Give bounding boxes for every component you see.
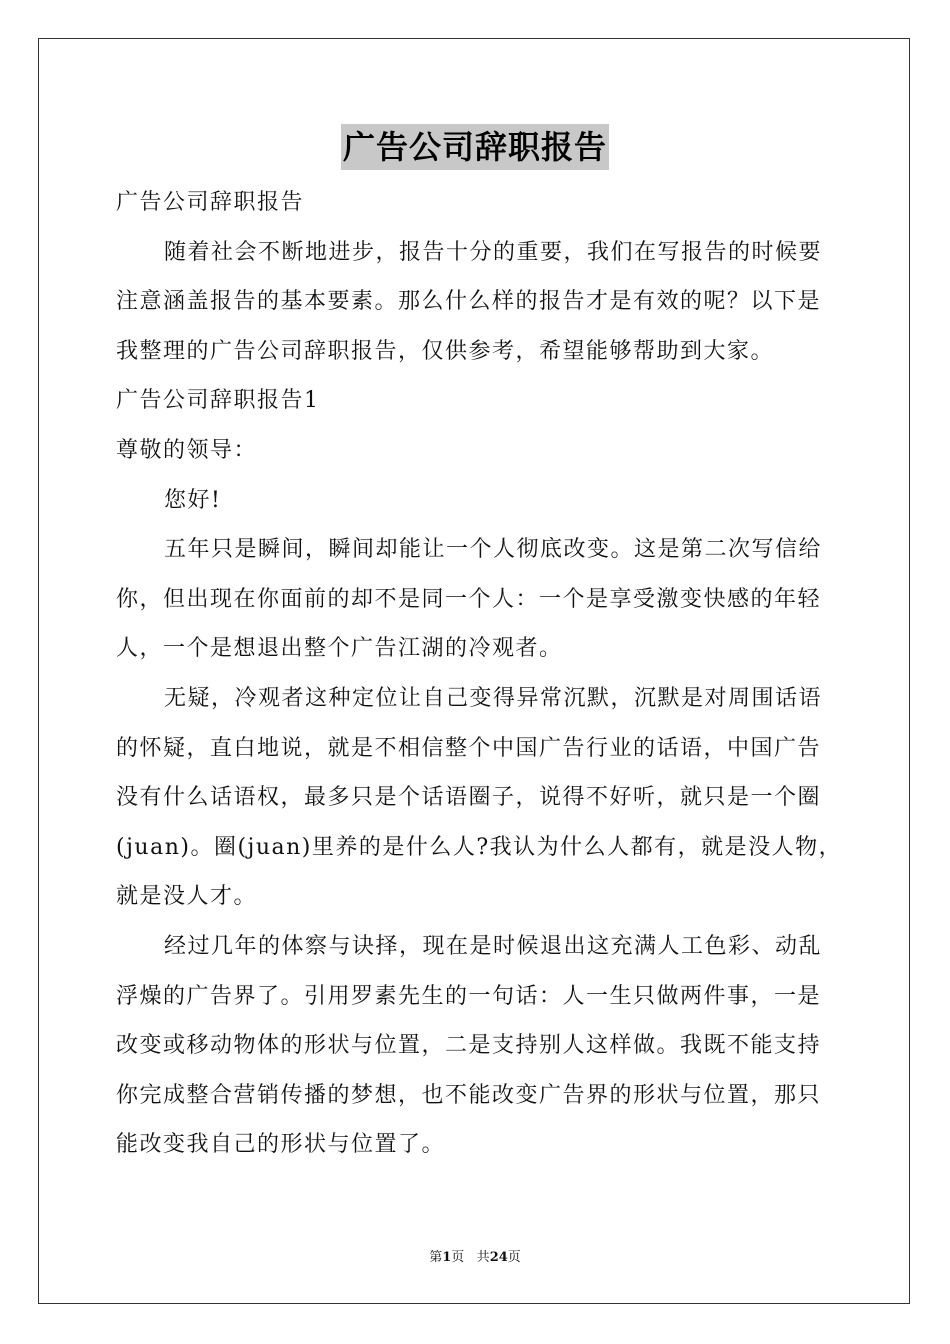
text-line: (juan)。圈(juan)里养的是什么人?我认为什么人都有，就是没人物， [116, 834, 843, 860]
text-line: 随着社会不断地进步，报告十分的重要，我们在写报告的时候要 [164, 239, 823, 265]
footer-total-suffix: 页 [507, 1250, 521, 1265]
text-line: 能改变我自己的形状与位置了。 [116, 1132, 446, 1158]
footer-page-suffix: 页 [451, 1250, 465, 1265]
text-line: 经过几年的体察与诀择，现在是时候退出这充满人工色彩、动乱 [164, 933, 823, 959]
document-body [116, 178, 843, 1170]
text-line: 的怀疑，直白地说，就是不相信整个中国广告行业的话语，中国广告 [116, 735, 822, 761]
text-line: 您好! [164, 487, 222, 513]
text-line: 没有什么话语权，最多只是个话语圈子，说得不好听，就只是一个圈 [116, 785, 822, 811]
text-line: 无疑，冷观者这种定位让自己变得异常沉默，沉默是对周围话语 [164, 685, 823, 711]
document-title: 广告公司辞职报告 [341, 124, 609, 170]
text-line: 就是没人才。 [116, 884, 258, 910]
text-line: 五年只是瞬间，瞬间却能让一个人彻底改变。这是第二次写信给 [164, 537, 823, 563]
text-line: 注意涵盖报告的基本要素。那么什么样的报告才是有效的呢？以下是 [116, 289, 822, 315]
text-line: 你，但出现在你面前的却不是同一个人：一个是享受激变快感的年轻 [116, 586, 822, 612]
footer-total-prefix: 共 [476, 1250, 490, 1265]
title-container [0, 124, 950, 170]
text-line: 广告公司辞职报告 [116, 190, 305, 215]
text-line: 改变或移动物体的形状与位置，二是支持别人这样做。我既不能支持 [116, 1033, 822, 1059]
text-line: 你完成整合营销传播的梦想，也不能改变广告界的形状与位置，那只 [116, 1082, 822, 1108]
text-line: 广告公司辞职报告1 [116, 388, 320, 414]
footer-page-number: 1 [442, 1250, 452, 1265]
footer-total-pages: 24 [489, 1250, 508, 1265]
footer-page-prefix: 第 [429, 1250, 443, 1265]
text-line: 人，一个是想退出整个广告江湖的冷观者。 [116, 636, 563, 662]
page-footer [0, 1246, 950, 1265]
text-line: 我整理的广告公司辞职报告，仅供参考，希望能够帮助到大家。 [116, 338, 775, 364]
text-line: 浮燥的广告界了。引用罗素先生的一句话：人一生只做两件事，一是 [116, 983, 822, 1009]
text-line: 尊敬的领导： [116, 437, 258, 463]
